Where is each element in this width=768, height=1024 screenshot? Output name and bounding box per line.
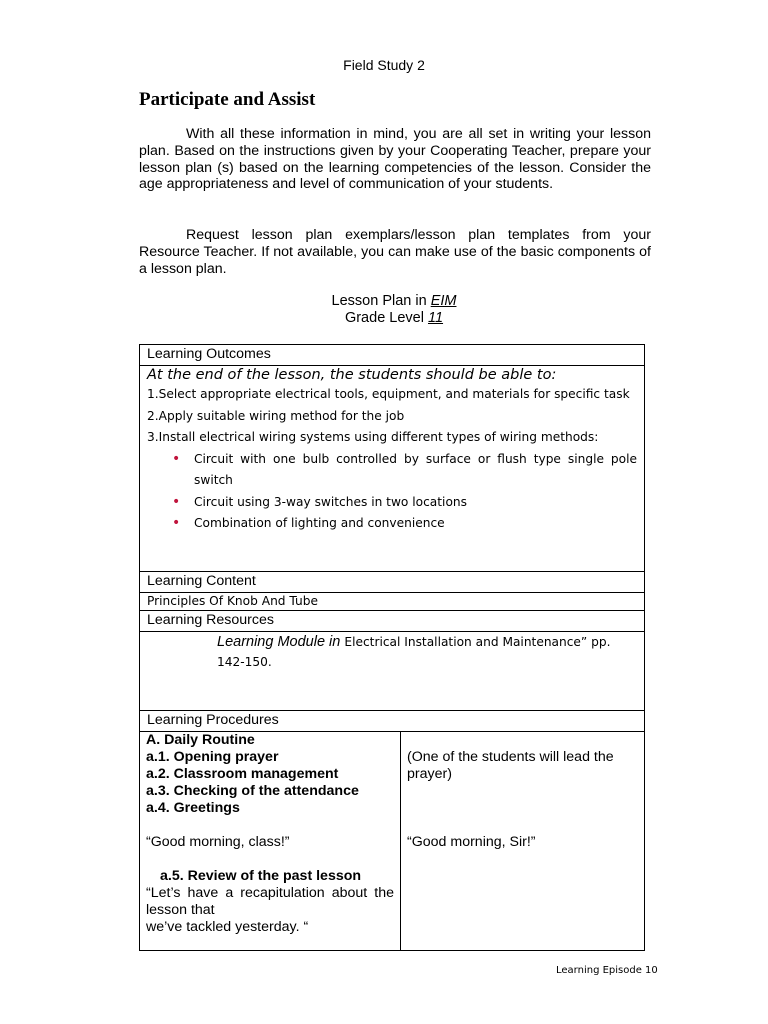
learning-content-value: Principles Of Knob And Tube — [140, 593, 644, 611]
bullet-icon: • — [172, 450, 181, 467]
outcome-item: 1.Select appropriate electrical tools, equipment, and materials for specific task — [147, 387, 630, 401]
classroom-management-item: a.2. Classroom management — [146, 766, 339, 782]
outcome-item: 2.Apply suitable wiring method for the job — [147, 408, 405, 423]
wiring-methods-list — [147, 449, 637, 535]
section-title: Participate and Assist — [139, 89, 316, 110]
learning-procedures-cell — [140, 732, 644, 950]
outcome-item: 3.Install electrical wiring systems using different types of wiring methods: — [147, 430, 599, 444]
recap-text: “Let’s have a recapitulation about the lesson that — [146, 885, 394, 918]
student-activity-column — [401, 732, 644, 950]
lesson-plan-table — [139, 344, 645, 951]
learning-outcomes-header: Learning Outcomes — [140, 345, 644, 366]
list-item: • Combination of lighting and convenience — [194, 513, 637, 535]
page-header: Field Study 2 — [343, 57, 425, 73]
learning-resources-header: Learning Resources — [140, 611, 644, 632]
review-item: a.5. Review of the past lesson — [160, 868, 362, 884]
resources-pages: 142-150. — [217, 655, 272, 669]
grade-level-value: 11 — [427, 310, 444, 326]
bullet-icon: • — [172, 515, 181, 531]
learning-procedures-header: Learning Procedures — [140, 711, 644, 732]
list-item: • Circuit with one bulb controlled by surface or flush type single pole switch — [172, 450, 637, 487]
grade-level-prefix: Grade Level — [344, 310, 428, 326]
teacher-activity-column — [140, 732, 401, 950]
greetings-item: a.4. Greetings — [146, 800, 240, 816]
request-paragraph: Request lesson plan exemplars/lesson plan templates from your Resource Teacher. If not available, you can make use of the basic components of a lesson plan. — [139, 227, 651, 277]
bullet-icon: • — [172, 493, 181, 510]
attendance-item: a.3. Checking of the attendance — [146, 783, 359, 799]
lesson-plan-prefix: Lesson Plan in — [331, 293, 431, 309]
student-prayer-response: (One of the students will lead the prayer) — [407, 749, 614, 782]
intro-paragraph: With all these information in mind, you are all set in writing your lesson plan. Based on the instructions given by your Cooperating Teacher, prepare your lesson plan (s) based on the learning competencies of the lesson. Consider the age appropriateness and level of communication of your students. — [139, 126, 651, 193]
learning-content-header: Learning Content — [140, 572, 644, 593]
resources-module-title: Electrical Installation and Maintenance” pp. — [344, 635, 611, 649]
opening-prayer-item: a.1. Opening prayer — [146, 749, 279, 765]
lesson-plan-heading — [0, 293, 768, 327]
learning-outcomes-cell — [140, 366, 644, 572]
outcomes-intro: At the end of the lesson, the students should be able to: — [147, 367, 557, 383]
learning-resources-cell — [140, 632, 644, 711]
page-footer: Learning Episode 10 — [556, 965, 658, 976]
list-item: • Circuit using 3-way switches in two locations — [194, 492, 637, 514]
student-greeting-response: “Good morning, Sir!” — [407, 834, 536, 850]
recap-text-continued: we’ve tackled yesterday. “ — [146, 919, 309, 935]
teacher-greeting: “Good morning, class!” — [146, 834, 290, 850]
daily-routine-heading: A. Daily Routine — [146, 732, 255, 748]
lesson-plan-subject: EIM — [430, 293, 457, 309]
resources-module-label: Learning Module in — [217, 634, 345, 650]
